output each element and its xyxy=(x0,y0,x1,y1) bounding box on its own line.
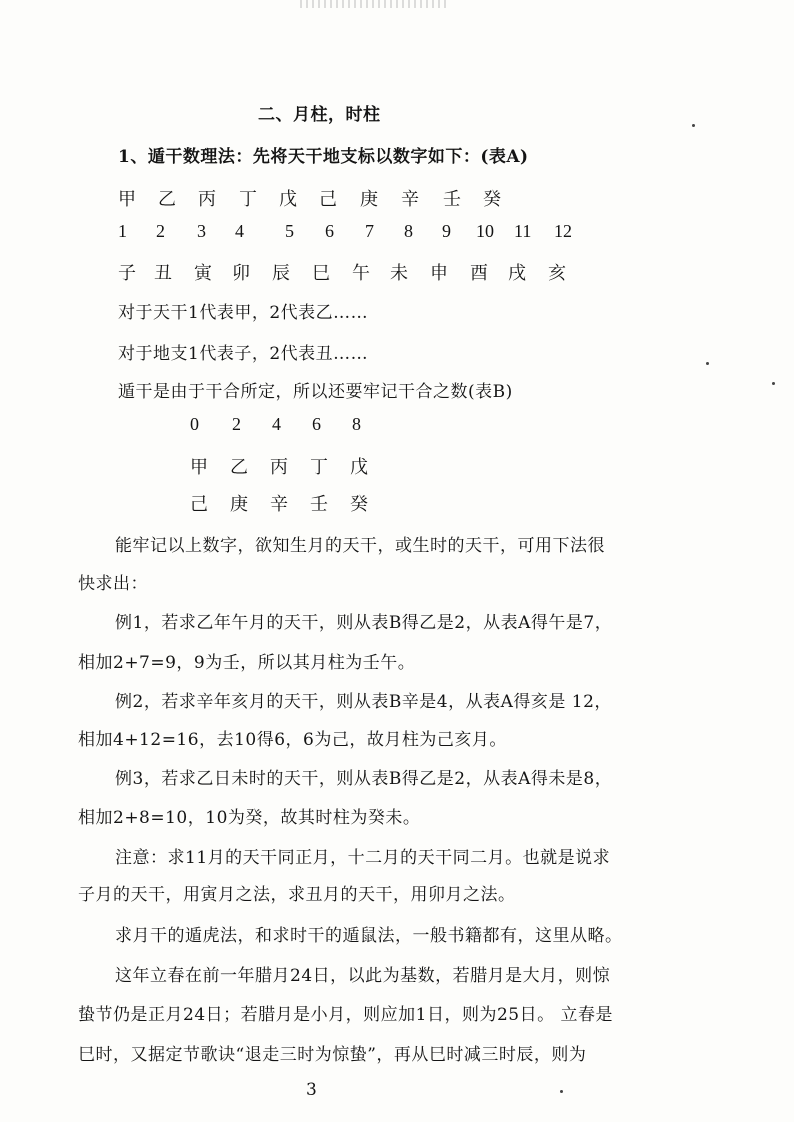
stem-cell: 辛 xyxy=(401,189,419,210)
branch-cell: 亥 xyxy=(548,263,566,284)
paragraph-line: 巳时，又据定节歌诀“退走三时为惊蛰”，再从巳时减三时辰，则为 xyxy=(78,1045,587,1065)
stem-cell: 甲 xyxy=(190,457,208,478)
paragraph-line: 这年立春在前一年腊月24日，以此为基数，若腊月是大月，则惊 xyxy=(115,966,611,986)
number-cell: 2 xyxy=(232,414,241,434)
table-b-row1 xyxy=(190,453,390,479)
stem-cell: 丙 xyxy=(198,189,216,210)
stem-cell: 丙 xyxy=(270,457,288,478)
number-cell: 6 xyxy=(312,414,321,434)
paragraph-line: 例3，若求乙日未时的天干，则从表B得乙是2，从表A得未是8， xyxy=(115,769,613,789)
paragraph-line: 能牢记以上数字，欲知生月的天干，或生时的天干，可用下法很 xyxy=(115,536,605,556)
stem-cell: 辛 xyxy=(270,494,288,515)
paragraph-line: 求月干的遁虎法，和求时干的遁鼠法，一般书籍都有，这里从略。 xyxy=(115,926,623,946)
stem-cell: 甲 xyxy=(118,189,136,210)
number-cell: 4 xyxy=(235,221,244,241)
number-cell: 11 xyxy=(514,221,532,241)
number-cell: 0 xyxy=(190,414,199,434)
branch-cell: 丑 xyxy=(154,263,172,284)
paragraph-line: 相加2+7=9，9为壬，所以其月柱为壬午。 xyxy=(78,653,416,673)
branch-cell: 子 xyxy=(118,263,136,284)
paragraph-line: 相加2+8=10，10为癸，故其时柱为癸未。 xyxy=(78,808,421,828)
number-cell: 2 xyxy=(156,221,165,241)
stem-cell: 壬 xyxy=(443,189,461,210)
number-cell: 4 xyxy=(272,414,281,434)
note-stem: 对于天干1代表甲，2代表乙…… xyxy=(118,303,369,323)
branch-cell: 戌 xyxy=(508,263,526,284)
paragraph-line: 例2，若求辛年亥月的天干，则从表B辛是4，从表A得亥是 12， xyxy=(115,692,612,712)
stem-cell: 癸 xyxy=(350,494,368,515)
stem-cell: 乙 xyxy=(230,457,248,478)
paragraph-line: 例1，若求乙年午月的天干，则从表B得乙是2，从表A得午是7， xyxy=(115,613,613,633)
stem-cell: 戊 xyxy=(279,189,297,210)
stem-cell: 丁 xyxy=(239,189,257,210)
paragraph-line: 快求出： xyxy=(78,574,148,594)
branch-cell: 申 xyxy=(430,263,448,284)
number-cell: 8 xyxy=(404,221,413,241)
scan-smudge xyxy=(300,0,450,8)
table-b-numbers xyxy=(190,414,392,435)
scan-speck xyxy=(772,382,775,385)
branch-cell: 酉 xyxy=(470,263,488,284)
paragraph-line: 注意：求11月的天干同正月，十二月的天干同二月。也就是说求 xyxy=(115,848,611,868)
paragraph-line: 蛰节仍是正月24日；若腊月是小月，则应加1日，则为25日。 立春是 xyxy=(78,1005,613,1025)
number-cell: 3 xyxy=(197,221,206,241)
branch-cell: 巳 xyxy=(312,263,330,284)
number-cell: 6 xyxy=(325,221,334,241)
intro-table-b: 遁干是由于干合所定，所以还要牢记干合之数(表B) xyxy=(118,382,513,402)
stem-cell: 癸 xyxy=(483,189,501,210)
paragraph-line: 相加4+12=16，去10得6，6为己，故月柱为己亥月。 xyxy=(78,730,507,750)
number-cell: 10 xyxy=(476,221,494,241)
table-a-numbers xyxy=(118,221,594,242)
table-a-branches xyxy=(118,259,588,285)
stem-cell: 丁 xyxy=(310,457,328,478)
paragraph-line: 子月的天干，用寅月之法，求丑月的天干，用卯月之法。 xyxy=(78,885,516,905)
stem-cell: 己 xyxy=(319,189,337,210)
branch-cell: 辰 xyxy=(272,263,290,284)
scan-speck xyxy=(560,1090,563,1093)
table-a-stems xyxy=(118,185,523,211)
branch-cell: 午 xyxy=(352,263,370,284)
branch-cell: 寅 xyxy=(194,263,212,284)
page-number: 3 xyxy=(306,1080,317,1100)
stem-cell: 庚 xyxy=(360,189,378,210)
stem-cell: 戊 xyxy=(350,457,368,478)
method-heading: 1、遁干数理法：先将天干地支标以数字如下：(表A) xyxy=(118,147,529,167)
scan-speck xyxy=(692,124,695,127)
stem-cell: 庚 xyxy=(230,494,248,515)
stem-cell: 乙 xyxy=(158,189,176,210)
table-b-row2 xyxy=(190,490,390,516)
number-cell: 8 xyxy=(352,414,361,434)
number-cell: 7 xyxy=(365,221,374,241)
number-cell: 9 xyxy=(442,221,451,241)
branch-cell: 未 xyxy=(390,263,408,284)
note-branch: 对于地支1代表子，2代表丑…… xyxy=(118,344,369,364)
scan-speck xyxy=(706,362,709,365)
stem-cell: 壬 xyxy=(310,494,328,515)
number-cell: 1 xyxy=(118,221,127,241)
number-cell: 12 xyxy=(554,221,572,241)
section-title: 二、月柱，时柱 xyxy=(258,105,381,125)
stem-cell: 己 xyxy=(190,494,208,515)
number-cell: 5 xyxy=(285,221,294,241)
branch-cell: 卯 xyxy=(232,263,250,284)
